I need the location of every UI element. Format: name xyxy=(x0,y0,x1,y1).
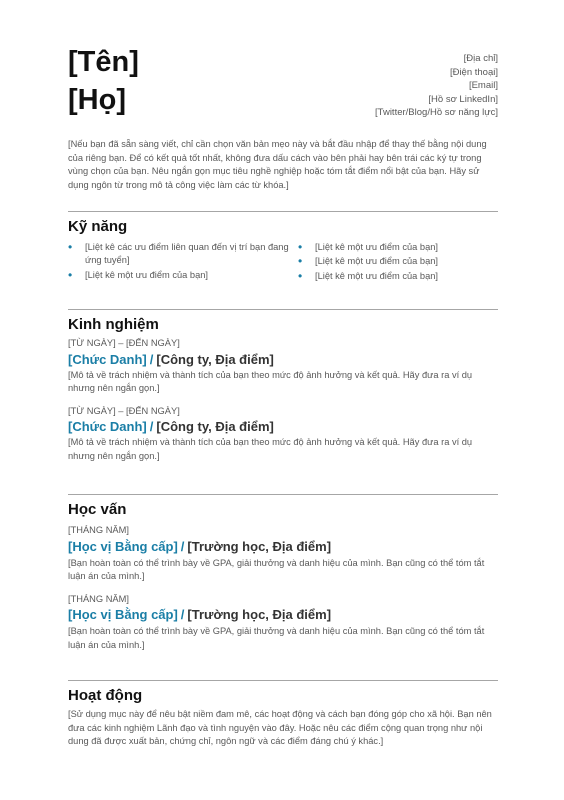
contact-linkedin[interactable]: [Hồ sơ LinkedIn] xyxy=(428,93,498,105)
activities-description[interactable]: [Sử dụng mục này để nêu bật niềm đam mê, các hoạt động và cách bạn đóng góp cho xã hội. Bạn nên đưa các kinh nghiệm Lãnh đạo và tình nguyện vào đây. Hoặc nêu các điểm cộng quan trọng như nội dung đã được xuất bản, chứng chỉ, ngôn ngữ và các điểm đáng chú ý khác.] xyxy=(68,709,492,747)
section-divider xyxy=(68,494,498,495)
experience-entry xyxy=(68,337,498,396)
separator: / xyxy=(180,607,185,623)
education-date[interactable]: [THÁNG NĂM] xyxy=(68,525,129,535)
degree[interactable]: [Học vị Bằng cấp] xyxy=(68,607,178,623)
separator: / xyxy=(149,419,154,435)
job-title[interactable]: [Chức Danh] xyxy=(68,351,147,367)
job-title[interactable]: [Chức Danh] xyxy=(68,419,147,435)
skill-item[interactable]: • [Liệt kê các ưu điểm liên quan đến vị trí bạn đang ứng tuyển] xyxy=(68,241,298,268)
job-description[interactable]: [Mô tả về trách nhiệm và thành tích của bạn theo mức độ ảnh hưởng và kết quả. Hãy đưa ra ví dụ nhưng nên ngắn gọn.] xyxy=(68,369,473,394)
skills-list xyxy=(68,241,498,284)
degree-line xyxy=(68,538,498,555)
education-description[interactable]: [Bạn hoàn toàn có thể trình bày về GPA, giải thưởng và danh hiệu của mình. Bạn cũng có thể tóm tắt luận án của mình.] xyxy=(68,557,485,582)
skills-column-left xyxy=(68,241,298,284)
experience-section xyxy=(68,309,498,464)
job-title-line xyxy=(68,418,498,435)
education-date[interactable]: [THÁNG NĂM] xyxy=(68,593,129,604)
activities-heading: Hoạt động xyxy=(68,687,143,704)
skill-item[interactable]: • [Liệt kê một ưu điểm của bạn] xyxy=(298,270,498,283)
job-dates[interactable]: [TỪ NGÀY] – [ĐẾN NGÀY] xyxy=(68,405,180,416)
company-location[interactable]: [Công ty, Địa điểm] xyxy=(156,351,274,367)
contact-address[interactable]: [Địa chỉ] xyxy=(463,53,498,64)
last-name[interactable]: [Họ] xyxy=(68,84,126,116)
section-divider xyxy=(68,211,498,212)
contact-email[interactable]: [Email] xyxy=(468,80,498,92)
education-entry xyxy=(68,593,498,653)
school-location[interactable]: [Trường học, Địa điểm] xyxy=(187,607,332,623)
separator: / xyxy=(180,538,185,554)
contact-phone[interactable]: [Điện thoại] xyxy=(449,66,498,78)
education-heading: Học vấn xyxy=(68,501,127,518)
experience-entry xyxy=(68,405,498,464)
skill-item[interactable]: • [Liệt kê một ưu điểm của bạn] xyxy=(298,241,498,254)
skills-section xyxy=(68,211,498,284)
section-divider xyxy=(68,309,498,310)
objective-summary[interactable]: [Nếu bạn đã sẵn sàng viết, chỉ cần chọn văn bản mẹo này và bắt đầu nhập để thay thế bằng nội dung của riêng bạn. Để có kết quả tốt nhất, không đưa dấu cách vào bên phải hay bên trái các ký tự trong vùng chọn của bạn. Nêu ngắn gọn mục tiêu nghề nghiệp hoặc tóm tắt điểm nổi bật của bạn. Hãy sử dụng ngôn từ trong mô tả công việc làm các từ khóa.] xyxy=(68,139,487,190)
education-section xyxy=(68,494,498,653)
education-entry xyxy=(68,524,498,584)
contact-info xyxy=(375,52,498,120)
contact-twitter-blog[interactable]: [Twitter/Blog/Hồ sơ năng lực] xyxy=(375,107,498,119)
name-block xyxy=(68,43,139,119)
skills-column-right xyxy=(298,241,498,284)
activities-section xyxy=(68,680,498,749)
skill-item[interactable]: • [Liệt kê một ưu điểm của bạn] xyxy=(298,255,498,268)
job-description[interactable]: [Mô tả về trách nhiệm và thành tích của bạn theo mức độ ảnh hưởng và kết quả. Hãy đưa ra ví dụ nhưng nên ngắn gọn.] xyxy=(68,437,473,461)
job-dates[interactable]: [TỪ NGÀY] – [ĐẾN NGÀY] xyxy=(68,338,180,348)
section-divider xyxy=(68,680,498,681)
skill-item[interactable]: • [Liệt kê một ưu điểm của bạn] xyxy=(68,269,298,282)
school-location[interactable]: [Trường học, Địa điểm] xyxy=(187,538,332,554)
degree[interactable]: [Học vị Bằng cấp] xyxy=(68,538,178,554)
job-title-line xyxy=(68,351,498,368)
education-description[interactable]: [Bạn hoàn toàn có thể trình bày về GPA, giải thưởng và danh hiệu của mình. Bạn cũng có thể tóm tắt luận án của mình.] xyxy=(68,626,485,650)
degree-line xyxy=(68,606,498,623)
experience-heading: Kinh nghiệm xyxy=(68,316,159,333)
separator: / xyxy=(149,351,154,367)
first-name[interactable]: [Tên] xyxy=(68,46,139,78)
skills-heading: Kỹ năng xyxy=(68,218,128,235)
company-location[interactable]: [Công ty, Địa điểm] xyxy=(156,419,274,435)
